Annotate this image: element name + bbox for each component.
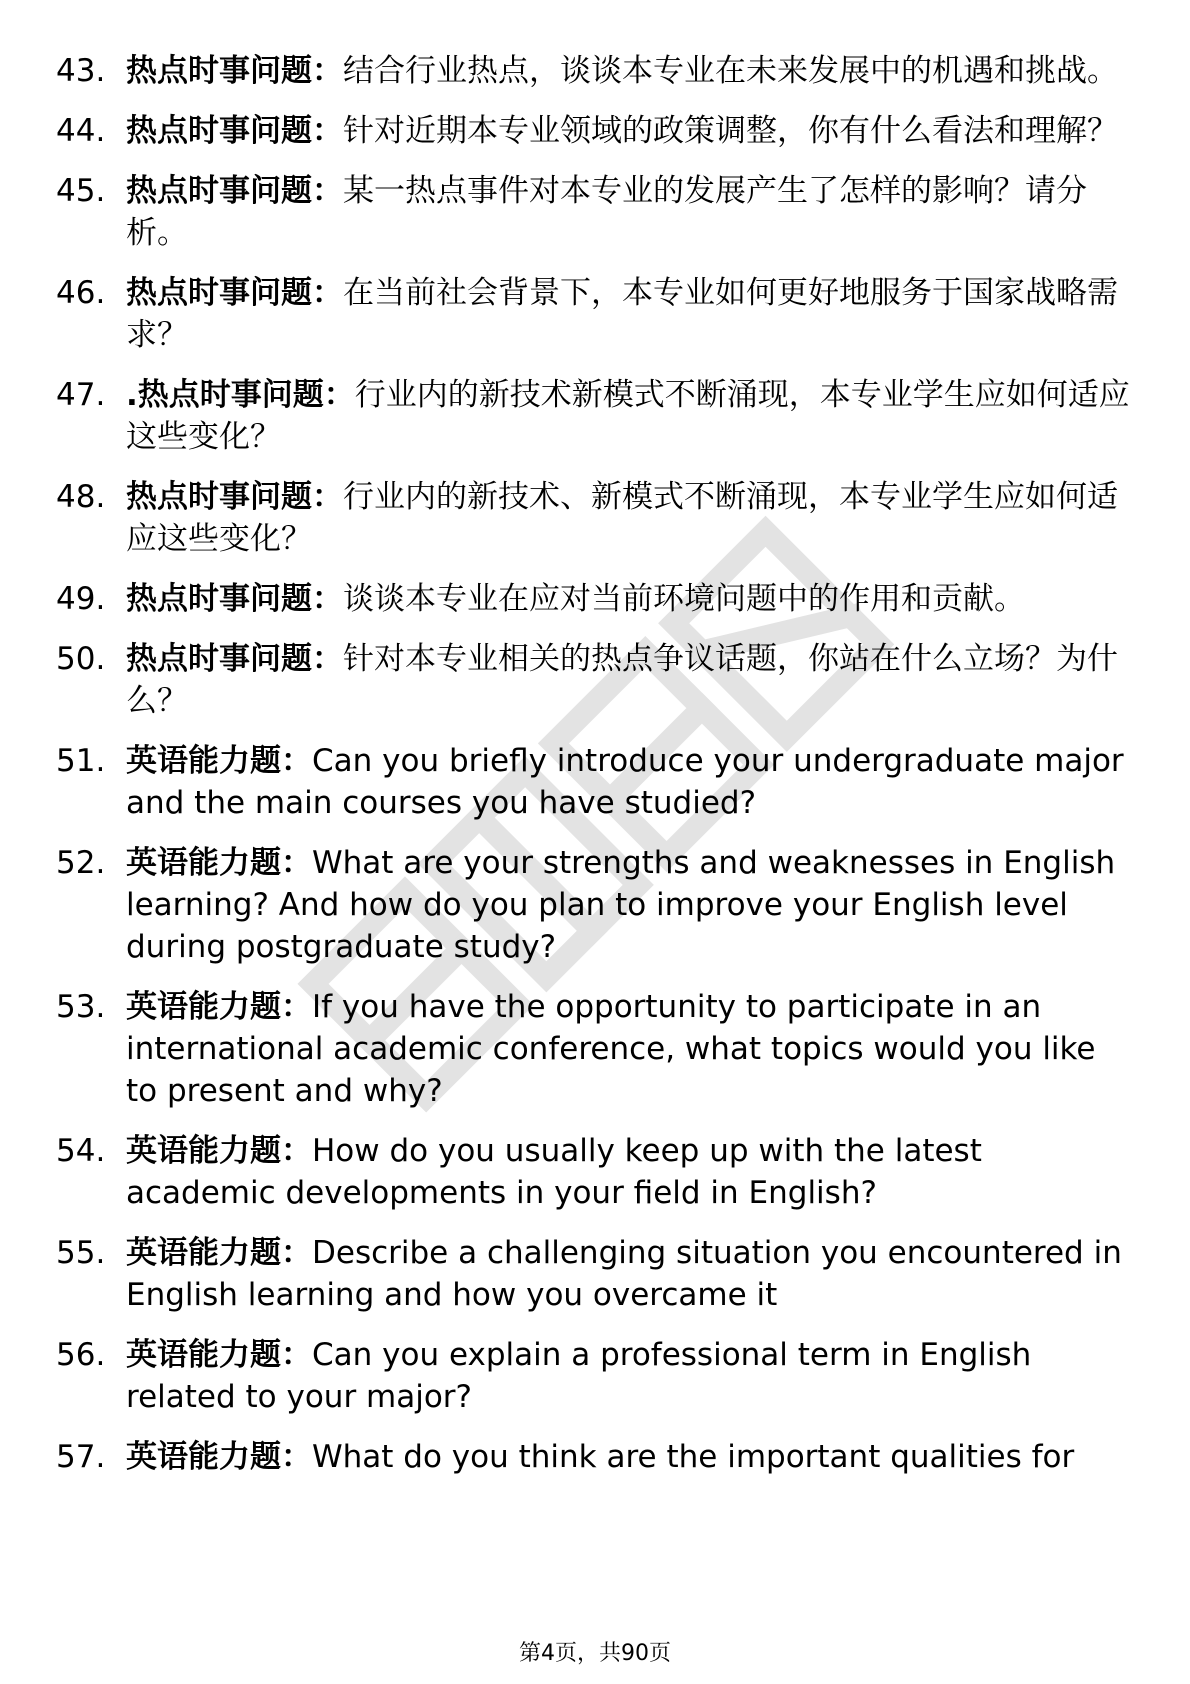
- page-footer: 第4页，共90页: [519, 1641, 671, 1666]
- question-item: [56, 110, 1136, 152]
- question-text: 谈谈本专业在应对当前环境问题中的作用和贡献。: [343, 581, 1025, 617]
- question-item: [56, 842, 1136, 968]
- question-text: 结合行业热点，谈谈本专业在未来发展中的机遇和挑战。: [343, 53, 1118, 89]
- question-body: [126, 272, 1136, 356]
- question-body: [126, 1436, 1136, 1478]
- question-number: 57.: [56, 1439, 106, 1475]
- question-list: [56, 50, 1136, 1496]
- question-text: 行业内的新技术新模式不断涌现，本专业学生应如何适应这些变化？: [126, 377, 1130, 455]
- question-category: 英语能力题：: [126, 1439, 312, 1475]
- question-number: 55.: [56, 1235, 106, 1271]
- question-category: 热点时事问题：: [126, 275, 343, 311]
- question-category: 英语能力题：: [126, 1133, 312, 1169]
- question-number: 46.: [56, 275, 106, 311]
- question-item: [56, 272, 1136, 356]
- question-item: [56, 170, 1136, 254]
- question-number: 43.: [56, 53, 106, 89]
- question-category: 英语能力题：: [126, 989, 312, 1025]
- question-number: 53.: [56, 989, 106, 1025]
- question-number: 47.: [56, 377, 106, 413]
- question-item: [56, 638, 1136, 722]
- question-category: 英语能力题：: [126, 845, 312, 881]
- question-item: [56, 1334, 1136, 1418]
- question-text: If you have the opportunity to participate in an international academic conference, what topics would you like to present and why?: [126, 989, 1096, 1109]
- question-text: How do you usually keep up with the latest academic developments in your field in English?: [126, 1133, 982, 1211]
- question-item: [56, 986, 1136, 1112]
- question-item: [56, 1232, 1136, 1316]
- question-category: .热点时事问题：: [126, 377, 355, 413]
- question-body: [126, 986, 1136, 1112]
- question-body: [126, 110, 1136, 152]
- question-category: 热点时事问题：: [126, 479, 343, 515]
- question-category: 热点时事问题：: [126, 581, 343, 617]
- question-text: Can you explain a professional term in English related to your major?: [126, 1337, 1032, 1415]
- question-number: 48.: [56, 479, 106, 515]
- question-text: 某一热点事件对本专业的发展产生了怎样的影响？请分析。: [126, 173, 1087, 251]
- question-number: 45.: [56, 173, 106, 209]
- question-body: [126, 740, 1136, 824]
- question-body: [126, 1232, 1136, 1316]
- question-body: [126, 476, 1136, 560]
- question-text: Can you briefly introduce your undergraduate major and the main courses you have studied?: [126, 743, 1124, 821]
- question-item: [56, 740, 1136, 824]
- question-body: [126, 50, 1136, 92]
- question-text: Describe a challenging situation you encountered in English learning and how you overcame it: [126, 1235, 1122, 1313]
- question-number: 52.: [56, 845, 106, 881]
- question-body: [126, 170, 1136, 254]
- question-text: What are your strengths and weaknesses in English learning? And how do you plan to improve your English level during postgraduate study?: [126, 845, 1116, 965]
- question-category: 热点时事问题：: [126, 113, 343, 149]
- question-text: 针对近期本专业领域的政策调整，你有什么看法和理解？: [343, 113, 1118, 149]
- question-category: 热点时事问题：: [126, 53, 343, 89]
- question-body: [126, 1334, 1136, 1418]
- question-item: [56, 50, 1136, 92]
- question-body: [126, 374, 1136, 458]
- question-category: 热点时事问题：: [126, 173, 343, 209]
- question-text: 行业内的新技术、新模式不断涌现，本专业学生应如何适应这些变化？: [126, 479, 1118, 557]
- question-body: [126, 578, 1136, 620]
- question-number: 50.: [56, 641, 106, 677]
- question-item: [56, 1130, 1136, 1214]
- question-text: What do you think are the important qualities for: [312, 1439, 1075, 1475]
- question-text: 针对本专业相关的热点争议话题，你站在什么立场？为什么？: [126, 641, 1118, 719]
- question-body: [126, 842, 1136, 968]
- question-number: 51.: [56, 743, 106, 779]
- question-category: 英语能力题：: [126, 1235, 312, 1271]
- question-item: [56, 476, 1136, 560]
- question-category: 英语能力题：: [126, 743, 312, 779]
- question-number: 54.: [56, 1133, 106, 1169]
- question-number: 56.: [56, 1337, 106, 1373]
- question-body: [126, 1130, 1136, 1214]
- question-item: [56, 578, 1136, 620]
- question-category: 热点时事问题：: [126, 641, 343, 677]
- question-body: [126, 638, 1136, 722]
- question-text: 在当前社会背景下，本专业如何更好地服务于国家战略需求？: [126, 275, 1118, 353]
- question-item: [56, 1436, 1136, 1478]
- question-number: 49.: [56, 581, 106, 617]
- question-number: 44.: [56, 113, 106, 149]
- question-category: 英语能力题：: [126, 1337, 312, 1373]
- question-item: [56, 374, 1136, 458]
